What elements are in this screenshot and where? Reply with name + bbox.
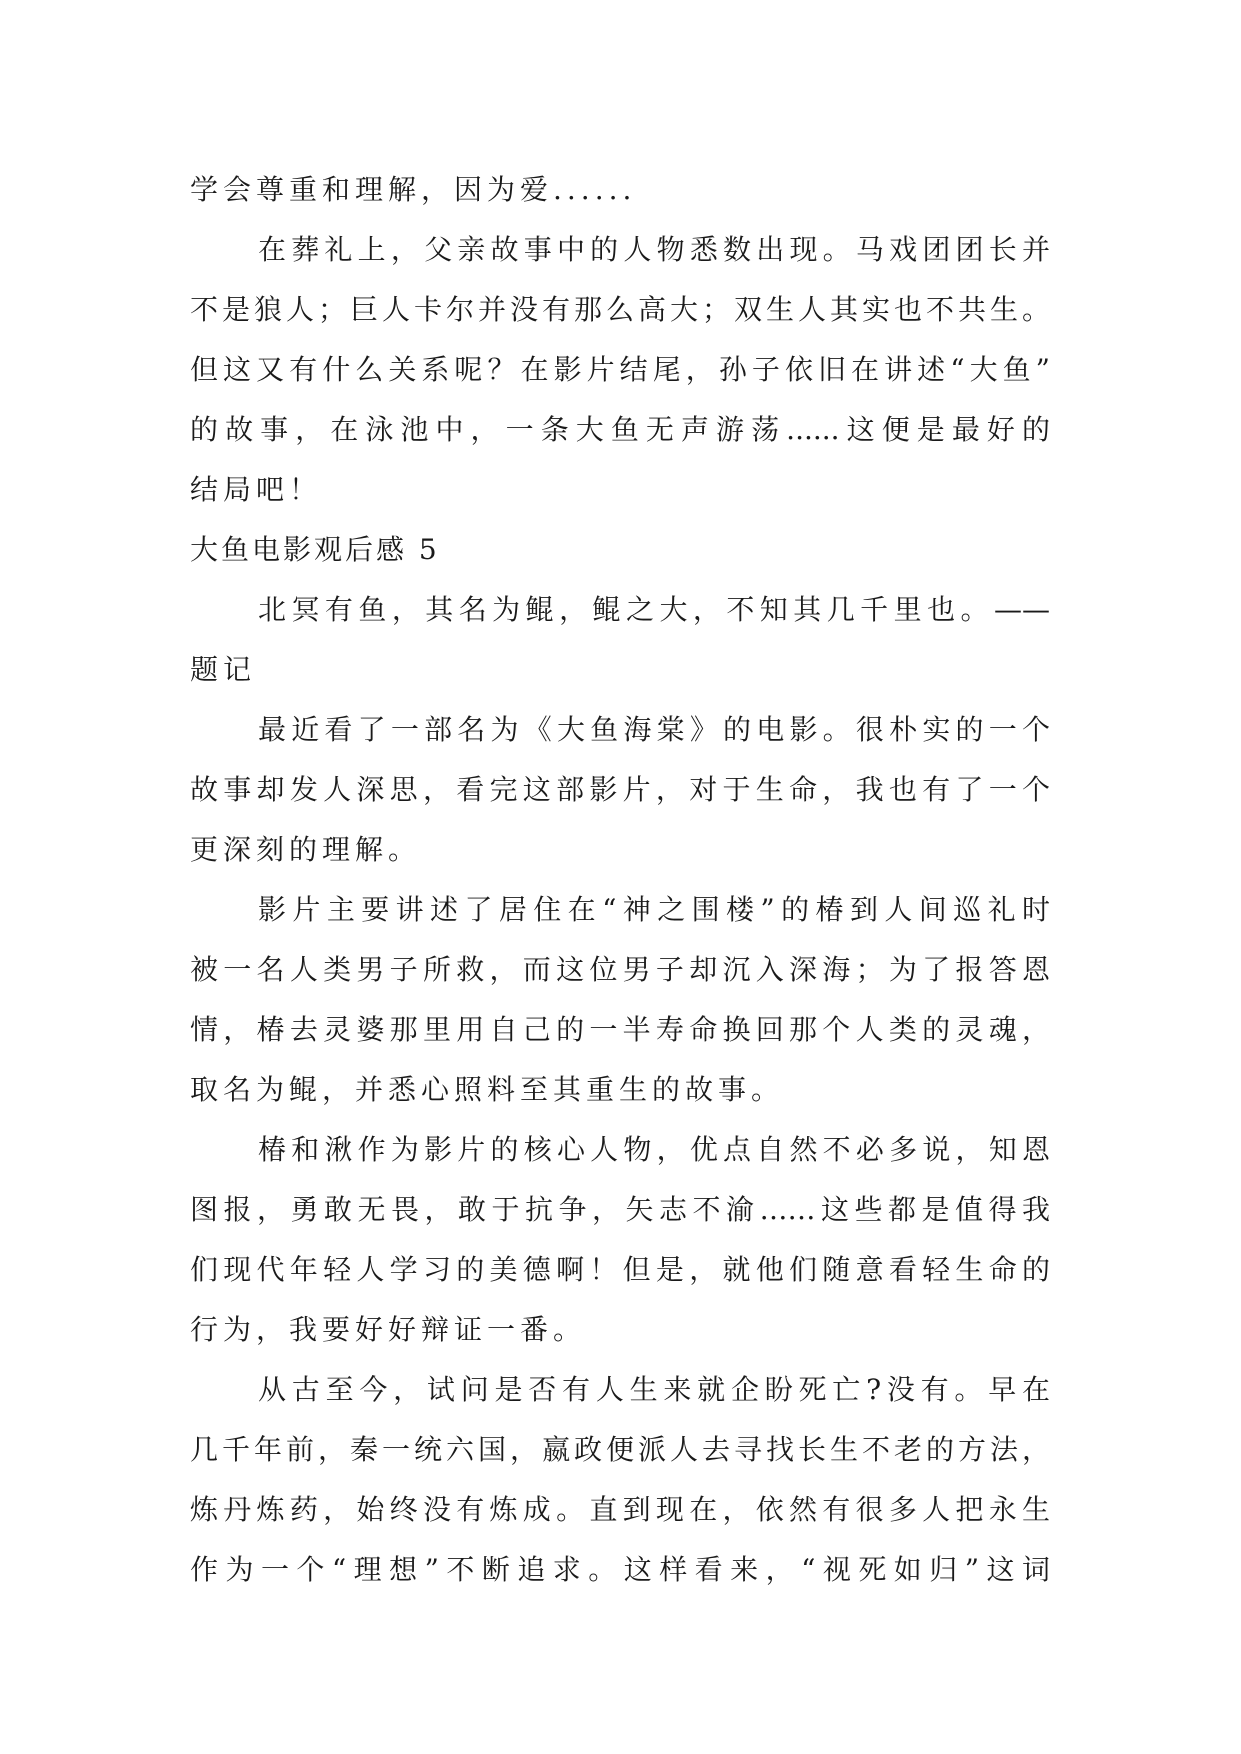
text-line: 炼丹炼药，始终没有炼成。直到现在，依然有很多人把永生 [190, 1493, 1050, 1526]
text-line: 情，椿去灵婆那里用自己的一半寿命换回那个人类的灵魂， [190, 1013, 1050, 1046]
text-line: 但这又有什么关系呢？在影片结尾，孙子依旧在讲述“大鱼” [190, 353, 1050, 386]
text-line: 图报，勇敢无畏，敢于抗争，矢志不渝……这些都是值得我 [190, 1193, 1050, 1226]
text-line: 最近看了一部名为《大鱼海棠》的电影。很朴实的一个 [258, 713, 1050, 746]
text-line: 影片主要讲述了居住在“神之围楼”的椿到人间巡礼时 [258, 893, 1050, 926]
text-line: 行为，我要好好辩证一番。 [190, 1313, 587, 1346]
section-heading: 大鱼电影观后感 5 [190, 533, 440, 566]
text-line: 结局吧！ [190, 473, 323, 506]
text-line: 北冥有鱼，其名为鲲，鲲之大，不知其几千里也。—— [258, 593, 1050, 626]
text-line: 被一名人类男子所救，而这位男子却沉入深海；为了报答恩 [190, 953, 1050, 986]
text-line: 题记 [190, 653, 257, 686]
text-line: 们现代年轻人学习的美德啊！但是，就他们随意看轻生命的 [190, 1253, 1050, 1286]
text-line: 在葬礼上，父亲故事中的人物悉数出现。马戏团团长并 [258, 233, 1050, 266]
text-line: 故事却发人深思，看完这部影片，对于生命，我也有了一个 [190, 773, 1050, 806]
text-line: 不是狼人；巨人卡尔并没有那么高大；双生人其实也不共生。 [190, 293, 1050, 326]
text-line: 作为一个“理想”不断追求。这样看来，“视死如归”这词 [190, 1553, 1050, 1586]
text-line: 从古至今，试问是否有人生来就企盼死亡?没有。早在 [258, 1373, 1050, 1406]
text-line: 学会尊重和理解，因为爱...... [190, 173, 637, 206]
text-line: 几千年前，秦一统六国，嬴政便派人去寻找长生不老的方法， [190, 1433, 1050, 1466]
text-line: 取名为鲲，并悉心照料至其重生的故事。 [190, 1073, 785, 1106]
text-line: 更深刻的理解。 [190, 833, 422, 866]
text-line: 的故事，在泳池中，一条大鱼无声游荡......这便是最好的 [190, 413, 1050, 446]
text-line: 椿和湫作为影片的核心人物，优点自然不必多说，知恩 [258, 1133, 1050, 1166]
body-text [190, 160, 1050, 1600]
